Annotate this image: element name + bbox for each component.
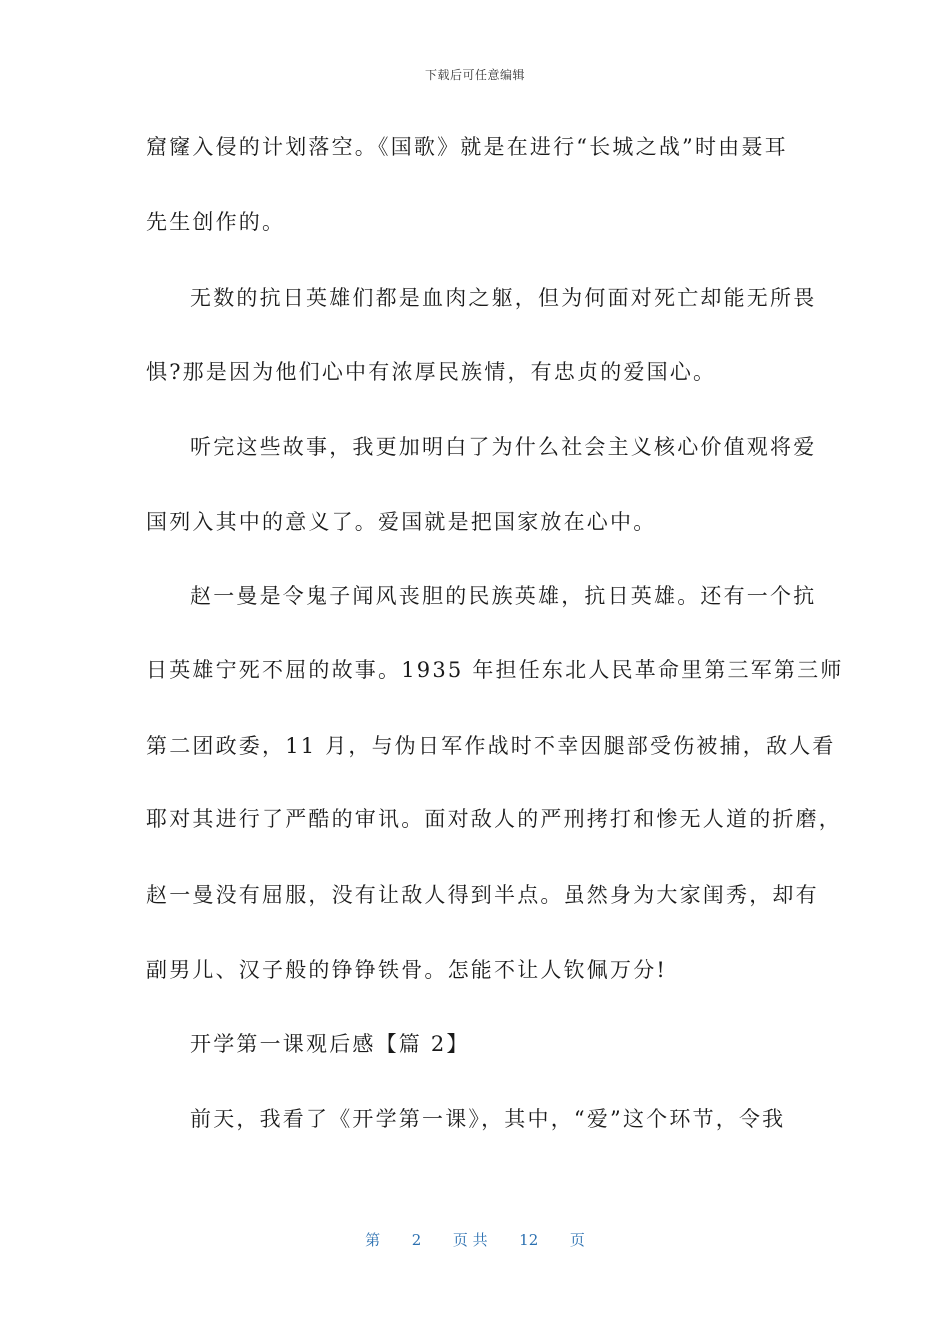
text-line: 耶对其进行了严酷的审讯。面对敌人的严刑拷打和惨无人道的折磨， xyxy=(146,807,842,831)
paragraph-start-line: 无数的抗日英雄们都是血肉之躯，但为何面对死亡却能无所畏 xyxy=(190,286,817,310)
page-suffix: 页 xyxy=(569,1231,585,1249)
page-prefix: 第 xyxy=(365,1231,381,1249)
text-line: 副男儿、汉子般的铮铮铁骨。怎能不让人钦佩万分! xyxy=(146,958,668,982)
text-line: 先生创作的。 xyxy=(146,210,286,234)
text-line: 赵一曼没有屈服，没有让敌人得到半点。虽然身为大家闺秀，却有 xyxy=(146,883,819,907)
page-current: 2 xyxy=(411,1231,422,1249)
paragraph-start-line: 听完这些故事，我更加明白了为什么社会主义核心价值观将爱 xyxy=(190,435,817,459)
paragraph-start-line: 前天，我看了《开学第一课》，其中，“爱”这个环节，令我 xyxy=(190,1107,786,1131)
text-line: 窟窿入侵的计划落空。《国歌》就是在进行“长城之战”时由聂耳 xyxy=(146,135,788,159)
text-line: 第二团政委，11 月，与伪日军作战时不幸因腿部受伤被捕，敌人看 xyxy=(146,734,836,758)
page-mid: 页 共 xyxy=(452,1231,488,1249)
section-heading: 开学第一课观后感【篇 2】 xyxy=(190,1032,470,1056)
text-line: 日英雄宁死不屈的故事。1935 年担任东北人民革命里第三军第三师 xyxy=(146,658,844,682)
page-total: 12 xyxy=(519,1231,539,1249)
paragraph-start-line: 赵一曼是令鬼子闻风丧胆的民族英雄，抗日英雄。还有一个抗 xyxy=(190,584,817,608)
page-header: 下载后可任意编辑 xyxy=(424,68,525,82)
text-line: 国列入其中的意义了。爱国就是把国家放在心中。 xyxy=(146,510,657,534)
page-footer xyxy=(0,1229,950,1250)
text-line: 惧?那是因为他们心中有浓厚民族情，有忠贞的爱国心。 xyxy=(146,360,717,384)
